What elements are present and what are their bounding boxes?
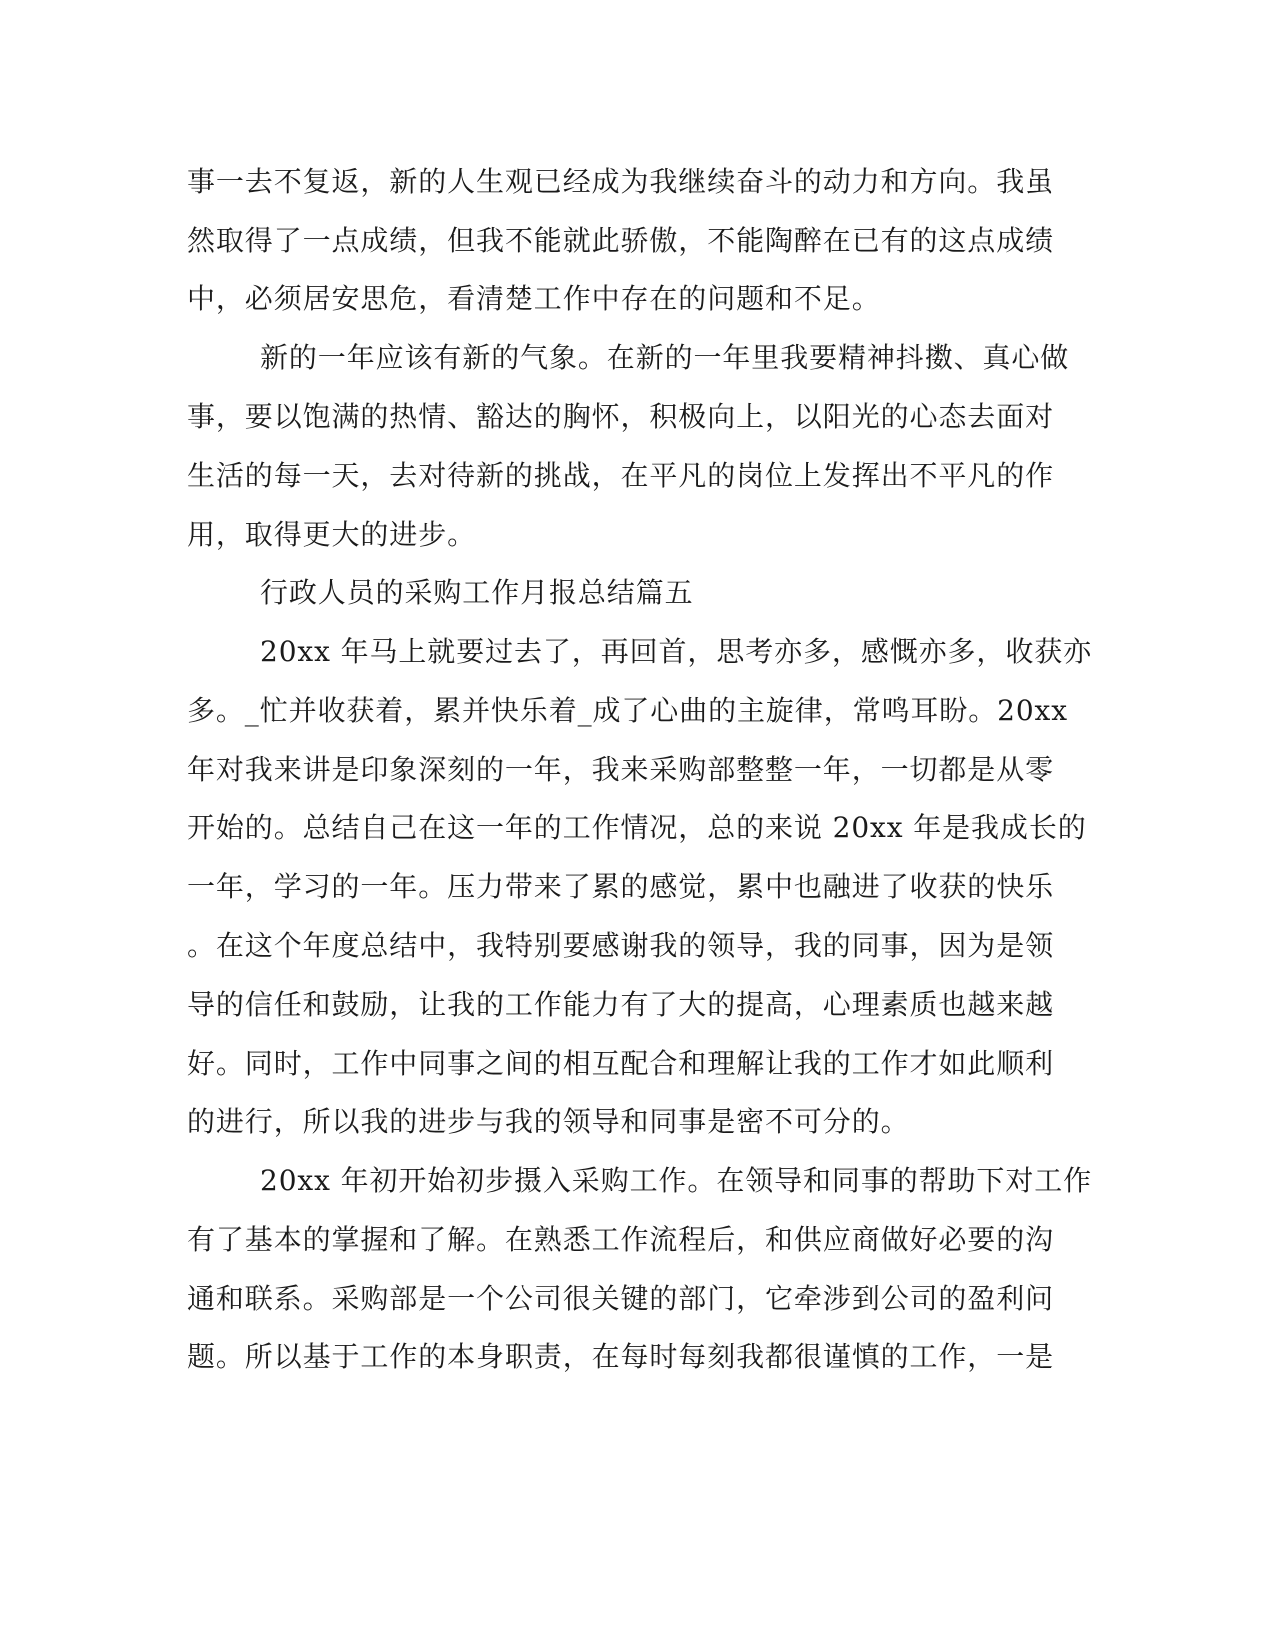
text-line: 中，必须居安思危，看清楚工作中存在的问题和不足。 bbox=[187, 282, 881, 315]
text-line: 多。_忙并收获着，累并快乐着_成了心曲的主旋律，常鸣耳盼。20xx bbox=[187, 694, 1068, 727]
text-line: 通和联系。采购部是一个公司很关键的部门，它牵涉到公司的盈利问 bbox=[187, 1282, 1055, 1315]
text-line: 题。所以基于工作的本身职责，在每时每刻我都很谨慎的工作，一是 bbox=[187, 1340, 1055, 1373]
text-line: 。在这个年度总结中，我特别要感谢我的领导，我的同事，因为是领 bbox=[187, 929, 1055, 962]
text-line: 用，取得更大的进步。 bbox=[187, 518, 477, 551]
text-line: 开始的。总结自己在这一年的工作情况，总的来说 20xx 年是我成长的 bbox=[187, 811, 1087, 844]
text-line: 有了基本的掌握和了解。在熟悉工作流程后，和供应商做好必要的沟 bbox=[187, 1223, 1055, 1256]
text-line: 好。同时，工作中同事之间的相互配合和理解让我的工作才如此顺利 bbox=[187, 1047, 1055, 1080]
text-line: 导的信任和鼓励，让我的工作能力有了大的提高，心理素质也越来越 bbox=[187, 988, 1055, 1021]
text-line: 生活的每一天，去对待新的挑战，在平凡的岗位上发挥出不平凡的作 bbox=[187, 459, 1055, 492]
text-line: 20xx 年初开始初步摄入采购工作。在领导和同事的帮助下对工作 bbox=[260, 1164, 1093, 1197]
text-line: 一年，学习的一年。压力带来了累的感觉，累中也融进了收获的快乐 bbox=[187, 870, 1055, 903]
text-line: 事，要以饱满的热情、豁达的胸怀，积极向上，以阳光的心态去面对 bbox=[187, 400, 1055, 433]
text-line: 20xx 年马上就要过去了，再回首，思考亦多，感慨亦多，收获亦 bbox=[260, 635, 1093, 668]
text-line: 然取得了一点成绩，但我不能就此骄傲，不能陶醉在已有的这点成绩 bbox=[187, 224, 1055, 257]
text-line: 年对我来讲是印象深刻的一年，我来采购部整整一年，一切都是从零 bbox=[187, 753, 1055, 786]
text-line: 的进行，所以我的进步与我的领导和同事是密不可分的。 bbox=[187, 1105, 910, 1138]
text-line: 事一去不复返，新的人生观已经成为我继续奋斗的动力和方向。我虽 bbox=[187, 165, 1055, 198]
section-heading: 行政人员的采购工作月报总结篇五 bbox=[260, 576, 694, 609]
text-line: 新的一年应该有新的气象。在新的一年里我要精神抖擞、真心做 bbox=[260, 341, 1070, 374]
